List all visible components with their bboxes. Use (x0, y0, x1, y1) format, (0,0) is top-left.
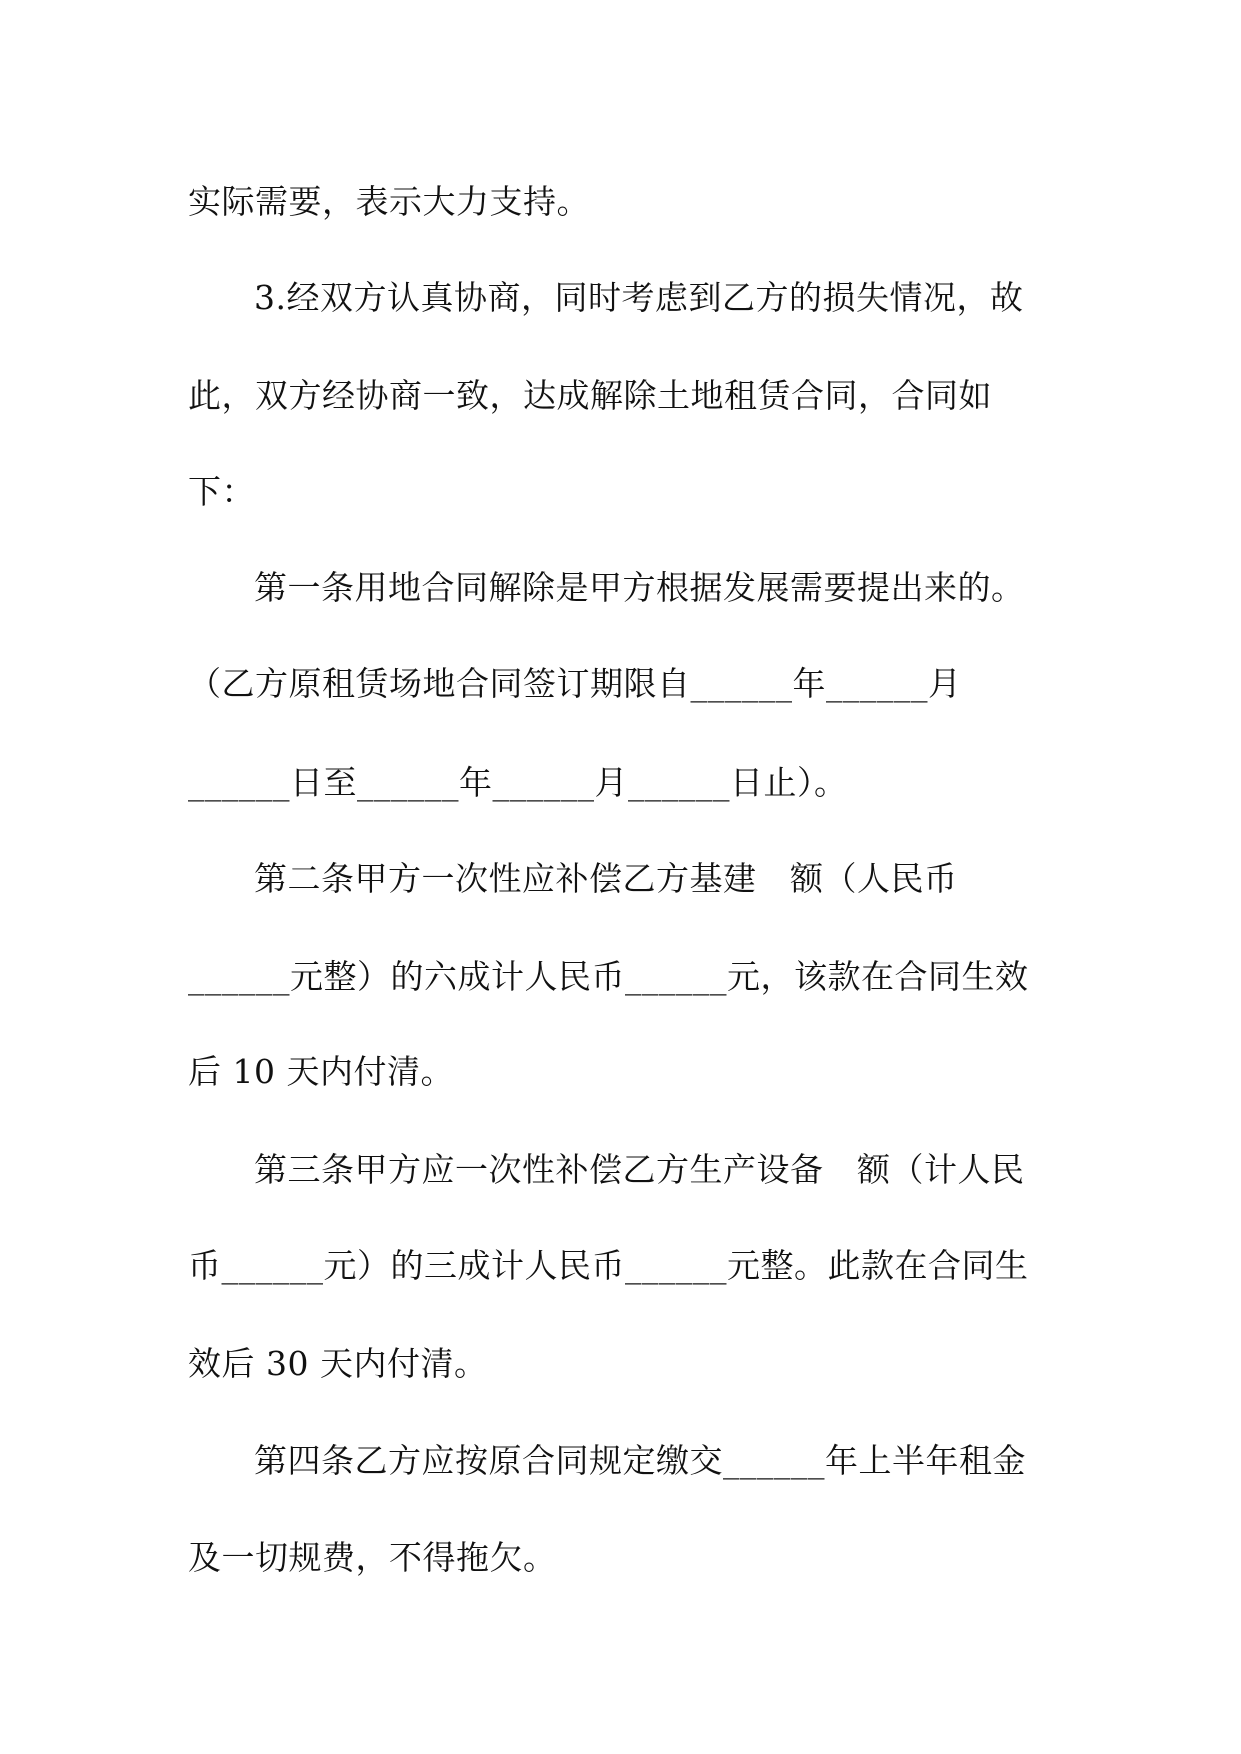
text-line: 下： (188, 472, 255, 511)
article-2-line: 第二条甲方一次性应补偿乙方基建 额（人民币 (254, 859, 958, 898)
text-line: 后 10 天内付清。 (188, 1052, 454, 1091)
text-line: ______元整）的六成计人民币______元，该款在合同生效 (188, 957, 1029, 996)
article-4-line: 第四条乙方应按原合同规定缴交______年上半年租金 (254, 1441, 1026, 1480)
text-line: ______日至______年______月______日止）。 (188, 763, 848, 802)
text-line: 3.经双方认真协商，同时考虑到乙方的损失情况，故 (254, 278, 1024, 317)
text-line: 实际需要，表示大力支持。 (188, 182, 590, 221)
article-1-line: 第一条用地合同解除是甲方根据发展需要提出来的。 (254, 568, 1025, 607)
text-line: 及一切规费，不得拖欠。 (188, 1538, 557, 1577)
text-line: 此，双方经协商一致，达成解除土地租赁合同，合同如 (188, 376, 992, 415)
text-line: 币______元）的三成计人民币______元整。此款在合同生 (188, 1246, 1029, 1285)
text-line: （乙方原租赁场地合同签订期限自______年______月 (188, 664, 962, 703)
text-line: 效后 30 天内付清。 (188, 1344, 488, 1383)
article-3-line: 第三条甲方应一次性补偿乙方生产设备 额（计人民 (254, 1150, 1025, 1189)
